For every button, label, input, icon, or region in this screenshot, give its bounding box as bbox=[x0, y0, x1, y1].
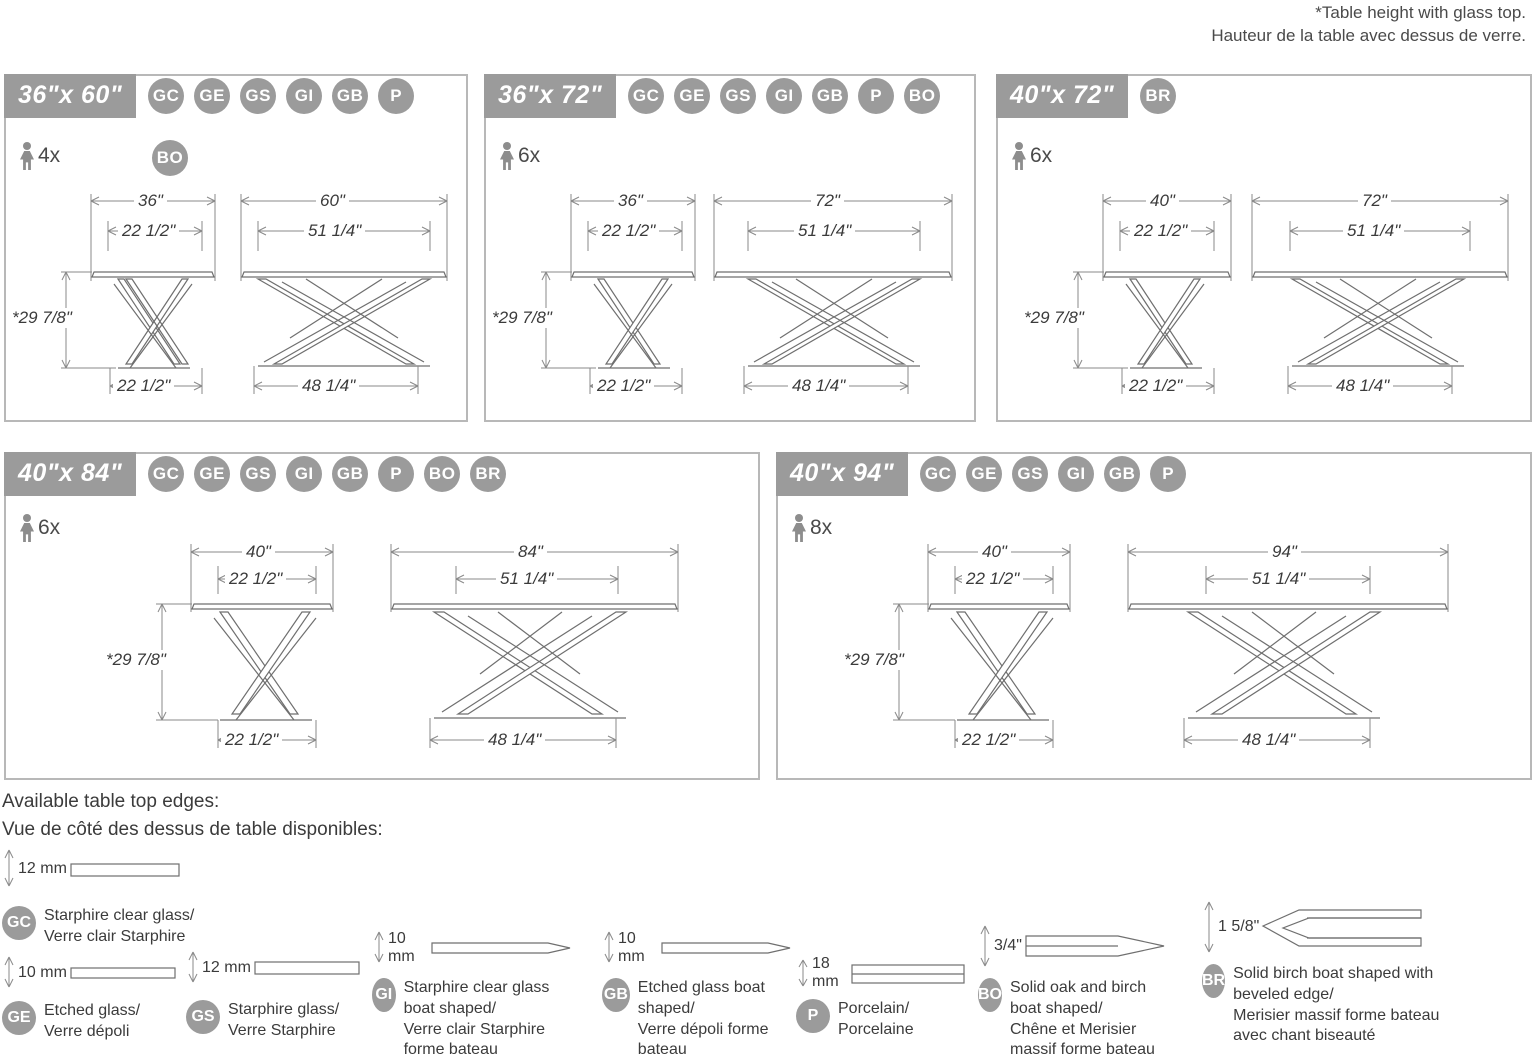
code-badge-gs[interactable]: GS bbox=[720, 78, 756, 114]
code-badge-gc[interactable]: GC bbox=[148, 456, 184, 492]
edge-shape-p bbox=[852, 957, 966, 991]
edge-label-br: Solid birch boat shaped with beveled edge/ Merisier massif forme bateau avec chant biseauté bbox=[1233, 965, 1440, 1045]
edge-profile-ge bbox=[2, 955, 182, 1043]
edge-label-gi: Starphire clear glass boat shaped/ Verre clair Starphire forme bateau bbox=[403, 979, 550, 1059]
dim-36x60-left-top-outer: 36" bbox=[134, 191, 167, 211]
edge-shape-bo bbox=[1026, 922, 1166, 970]
edge-thickness-gb: 10 mm bbox=[618, 930, 645, 965]
dim-40x94-height: *29 7/8" bbox=[840, 650, 908, 670]
edge-code-gc[interactable]: GC bbox=[2, 906, 36, 940]
code-badge-ge[interactable]: GE bbox=[194, 456, 230, 492]
code-badge-gb[interactable]: GB bbox=[332, 456, 368, 492]
dim-36x60-right-top-outer: 60" bbox=[316, 191, 349, 211]
dim-40x72-left-top-inner: 22 1/2" bbox=[1130, 221, 1191, 241]
dim-40x72-left-bottom: 22 1/2" bbox=[1125, 376, 1186, 396]
panel-36x72-size: 36"x 72" bbox=[484, 74, 616, 118]
edge-thickness-gs: 12 mm bbox=[202, 959, 251, 976]
edge-thickness-gi: 10 mm bbox=[388, 930, 415, 965]
panel-36x60-drawing bbox=[6, 76, 470, 424]
edge-code-gs[interactable]: GS bbox=[186, 1000, 220, 1034]
edge-label-ge: Etched glass/ Verre dépoli bbox=[44, 1002, 141, 1040]
code-badge-br[interactable]: BR bbox=[1140, 78, 1176, 114]
edge-thickness-p: 18 mm bbox=[812, 955, 839, 990]
code-badge-gb[interactable]: GB bbox=[332, 78, 368, 114]
legend-title-fr: Vue de côté des dessus de table disponibles: bbox=[2, 818, 383, 840]
edge-thickness-gc: 12 mm bbox=[18, 860, 67, 877]
note-line-fr: Hauteur de la table avec dessus de verre. bbox=[1211, 25, 1526, 45]
panel-36x60 bbox=[4, 74, 468, 422]
panel-40x94-seat-count: 8x bbox=[810, 516, 833, 539]
edge-shape-gi bbox=[432, 930, 572, 966]
code-badge-p[interactable]: P bbox=[378, 456, 414, 492]
edge-code-p[interactable]: P bbox=[796, 999, 830, 1033]
code-badge-p[interactable]: P bbox=[858, 78, 894, 114]
panel-36x72-drawing bbox=[486, 76, 978, 424]
edge-profile-gb bbox=[602, 930, 792, 1061]
code-badge-p[interactable]: P bbox=[1150, 456, 1186, 492]
thickness-arrow-gi bbox=[372, 930, 386, 966]
dim-36x72-right-bottom: 48 1/4" bbox=[788, 376, 849, 396]
edge-code-bo[interactable]: BO bbox=[978, 978, 1002, 1012]
edge-profile-p bbox=[796, 955, 966, 1041]
code-badge-gb[interactable]: GB bbox=[1104, 456, 1140, 492]
dim-36x72-right-top-inner: 51 1/4" bbox=[794, 221, 855, 241]
dim-40x94-right-top-inner: 51 1/4" bbox=[1248, 569, 1309, 589]
edge-profile-br bbox=[1202, 898, 1462, 1047]
code-badge-gi[interactable]: GI bbox=[766, 78, 802, 114]
dim-40x84-left-top-inner: 22 1/2" bbox=[225, 569, 286, 589]
dim-40x94-right-bottom: 48 1/4" bbox=[1238, 730, 1299, 750]
edge-shape-br bbox=[1263, 898, 1423, 956]
code-badge-gc[interactable]: GC bbox=[920, 456, 956, 492]
edge-code-gb[interactable]: GB bbox=[602, 978, 630, 1012]
edge-shape-gc bbox=[71, 848, 181, 890]
dim-36x72-height: *29 7/8" bbox=[488, 308, 556, 328]
edge-profile-gc bbox=[2, 848, 232, 948]
dim-36x60-left-bottom: 22 1/2" bbox=[113, 376, 174, 396]
panel-40x94-size: 40"x 94" bbox=[776, 452, 908, 496]
dim-36x72-left-top-inner: 22 1/2" bbox=[598, 221, 659, 241]
dim-40x72-height: *29 7/8" bbox=[1020, 308, 1088, 328]
code-badge-gi[interactable]: GI bbox=[286, 78, 322, 114]
code-badge-bo[interactable]: BO bbox=[904, 78, 940, 114]
panel-36x60-size: 36"x 60" bbox=[4, 74, 136, 118]
code-badge-gi[interactable]: GI bbox=[286, 456, 322, 492]
panel-40x84-seat-count: 6x bbox=[38, 516, 61, 539]
note-line-en: *Table height with glass top. bbox=[1315, 3, 1526, 22]
panel-40x84 bbox=[4, 452, 760, 780]
legend-title-en: Available table top edges: bbox=[2, 791, 220, 812]
dim-40x94-right-top-outer: 94" bbox=[1268, 542, 1301, 562]
dim-36x60-right-top-inner: 51 1/4" bbox=[304, 221, 365, 241]
code-badge-ge[interactable]: GE bbox=[194, 78, 230, 114]
edge-label-gc: Starphire clear glass/ Verre clair Starphire bbox=[44, 907, 195, 945]
dim-36x60-right-bottom: 48 1/4" bbox=[298, 376, 359, 396]
code-badge-gs[interactable]: GS bbox=[240, 78, 276, 114]
edge-code-ge[interactable]: GE bbox=[2, 1001, 36, 1035]
dim-36x60-height: *29 7/8" bbox=[8, 308, 76, 328]
code-badge-gi[interactable]: GI bbox=[1058, 456, 1094, 492]
panel-40x72-seat-count: 6x bbox=[1030, 144, 1053, 167]
panel-40x84-size: 40"x 84" bbox=[4, 452, 136, 496]
code-badge-gc[interactable]: GC bbox=[148, 78, 184, 114]
edge-label-p: Porcelain/ Porcelaine bbox=[838, 1000, 914, 1038]
dim-40x84-right-top-outer: 84" bbox=[514, 542, 547, 562]
dim-40x84-height: *29 7/8" bbox=[102, 650, 170, 670]
edge-profile-bo bbox=[978, 922, 1178, 1061]
edge-shape-gs bbox=[255, 950, 361, 986]
panel-40x72-size: 40"x 72" bbox=[996, 74, 1128, 118]
glass-top-note bbox=[1211, 2, 1526, 48]
thickness-arrow-p bbox=[796, 956, 810, 990]
code-badge-gc[interactable]: GC bbox=[628, 78, 664, 114]
dim-40x94-left-top-outer: 40" bbox=[978, 542, 1011, 562]
edge-label-gb: Etched glass boat shaped/ Verre dépoli forme bateau bbox=[637, 979, 769, 1059]
dim-40x72-right-top-outer: 72" bbox=[1358, 191, 1391, 211]
dim-36x72-left-top-outer: 36" bbox=[614, 191, 647, 211]
code-badge-p[interactable]: P bbox=[378, 78, 414, 114]
code-badge-gb[interactable]: GB bbox=[812, 78, 848, 114]
dim-40x94-left-bottom: 22 1/2" bbox=[958, 730, 1019, 750]
thickness-arrow-gb bbox=[602, 930, 616, 966]
thickness-arrow-gc bbox=[2, 848, 16, 890]
legend-title bbox=[2, 788, 383, 843]
panel-36x72-seat-count: 6x bbox=[518, 144, 541, 167]
edge-shape-gb bbox=[662, 930, 792, 966]
dim-40x94-left-top-inner: 22 1/2" bbox=[962, 569, 1023, 589]
dim-36x72-right-top-outer: 72" bbox=[811, 191, 844, 211]
edge-profile-gi bbox=[372, 930, 572, 1061]
edge-thickness-br: 1 5/8" bbox=[1218, 918, 1260, 935]
thickness-arrow-bo bbox=[978, 922, 992, 970]
code-badge-bo[interactable]: BO bbox=[152, 140, 188, 176]
thickness-arrow-gs bbox=[186, 950, 200, 986]
edge-label-gs: Starphire glass/ Verre Starphire bbox=[228, 1001, 340, 1039]
dim-36x72-left-bottom: 22 1/2" bbox=[593, 376, 654, 396]
code-badge-gs[interactable]: GS bbox=[240, 456, 276, 492]
edge-thickness-ge: 10 mm bbox=[18, 964, 67, 981]
panel-36x60-seat-count: 4x bbox=[38, 144, 61, 167]
dim-40x84-left-top-outer: 40" bbox=[242, 542, 275, 562]
dim-36x60-left-top-inner: 22 1/2" bbox=[118, 221, 179, 241]
code-badge-bo[interactable]: BO bbox=[424, 456, 460, 492]
edge-profile-gs bbox=[186, 950, 366, 1042]
dim-40x72-right-top-inner: 51 1/4" bbox=[1343, 221, 1404, 241]
thickness-arrow-ge bbox=[2, 955, 16, 991]
edge-label-bo: Solid oak and birch boat shaped/ Chêne et Merisier massif forme bateau bbox=[1010, 979, 1155, 1059]
panel-40x94-drawing bbox=[778, 454, 1534, 782]
code-badge-br[interactable]: BR bbox=[470, 456, 506, 492]
panel-40x94 bbox=[776, 452, 1532, 780]
edge-thickness-bo: 3/4" bbox=[994, 937, 1022, 954]
edge-shape-ge bbox=[71, 955, 177, 991]
panel-40x72-drawing bbox=[998, 76, 1534, 424]
panel-36x72 bbox=[484, 74, 976, 422]
panel-40x72 bbox=[996, 74, 1532, 422]
dim-40x84-right-top-inner: 51 1/4" bbox=[496, 569, 557, 589]
code-badge-ge[interactable]: GE bbox=[674, 78, 710, 114]
dim-40x84-right-bottom: 48 1/4" bbox=[484, 730, 545, 750]
code-badge-ge[interactable]: GE bbox=[966, 456, 1002, 492]
code-badge-gs[interactable]: GS bbox=[1012, 456, 1048, 492]
dim-40x72-right-bottom: 48 1/4" bbox=[1332, 376, 1393, 396]
dim-40x72-left-top-outer: 40" bbox=[1146, 191, 1179, 211]
thickness-arrow-br bbox=[1202, 898, 1216, 956]
edge-code-gi[interactable]: GI bbox=[372, 978, 396, 1012]
panel-40x84-drawing bbox=[6, 454, 762, 782]
dim-40x84-left-bottom: 22 1/2" bbox=[221, 730, 282, 750]
edge-code-br[interactable]: BR bbox=[1202, 964, 1225, 998]
